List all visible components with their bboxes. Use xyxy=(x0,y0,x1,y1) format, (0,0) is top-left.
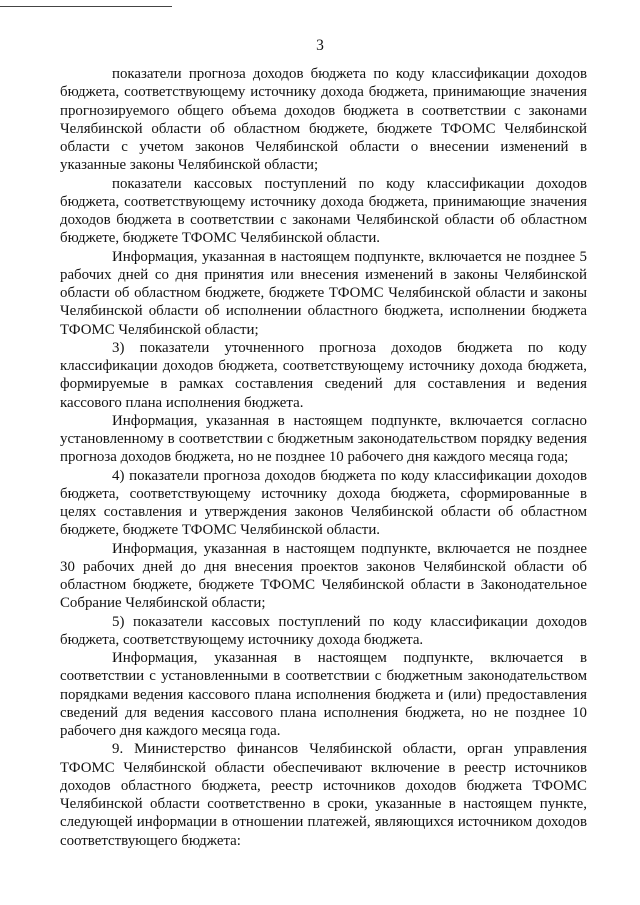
document-body xyxy=(60,65,587,850)
paragraph-1: показатели прогноза доходов бюджета по коду классификации доходов бюджета, соответствующему источнику дохода бюджета, принимающие значения прогнозируемого общего объема доходов бюджета в соответствии с законами Челябинской области об областном бюджете, бюджете ТФОМС Челябинской области с учетом законов Челябинской области о внесении изменений в указанные законы Челябинской области; xyxy=(60,66,587,174)
paragraph-6: 4) показатели прогноза доходов бюджета по коду классификации доходов бюджета, соответствующему источнику дохода бюджета, сформированные в целях составления и утверждения законов Челябинской области об областном бюджете, бюджете ТФОМС Челябинской области. xyxy=(60,467,587,539)
paragraph-7: Информация, указанная в настоящем подпункте, включается не позднее 30 рабочих дней до дня внесения проектов законов Челябинской области об областном бюджете, бюджете ТФОМС Челябинской области в Законодательное Собрание Челябинской области; xyxy=(60,540,587,612)
paragraph-9: Информация, указанная в настоящем подпункте, включается в соответствии с установленными в соответствии с бюджетным законодательством порядками ведения кассового плана исполнения бюджета и (или) предоставления сведений для ведения кассового плана исполнения бюджета, но не позднее 10 рабочего дня каждого месяца года. xyxy=(60,650,587,739)
page-number: 3 xyxy=(316,37,324,54)
paragraph-3: Информация, указанная в настоящем подпункте, включается не позднее 5 рабочих дней со дня принятия или внесения изменений в законы Челябинской области об областном бюджете, бюджете ТФОМС Челябинской области и законы Челябинской области об исполнении областного бюджета, исполнении бюджета ТФОМС Челябинской области; xyxy=(60,248,587,338)
header-rule xyxy=(0,6,172,7)
paragraph-4: 3) показатели уточненного прогноза доходов бюджета по коду классификации доходов бюджета, соответствующему источнику дохода бюджета, формируемые в рамках составления сведений для составления и ведения кассового плана исполнения бюджета. xyxy=(60,339,587,411)
paragraph-5: Информация, указанная в настоящем подпункте, включается согласно установленному в соответствии с бюджетным законодательством порядку ведения прогноза доходов бюджета, но не позднее 10 рабочего дня каждого месяца года; xyxy=(60,412,587,466)
paragraph-2: показатели кассовых поступлений по коду классификации доходов бюджета, соответствующему источнику дохода бюджета, принимающие значения доходов бюджета в соответствии с законами Челябинской области об областном бюджете, бюджете ТФОМС Челябинской области. xyxy=(60,175,587,247)
paragraph-10: 9. Министерство финансов Челябинской области, орган управления ТФОМС Челябинской области обеспечивают включение в реестр источников доходов областного бюджета, реестр источников доходов бюджета ТФОМС Челябинской области соответственно в сроки, указанные в настоящем пункте, следующей информации в отношении платежей, являющихся источником доходов соответствующего бюджета: xyxy=(60,741,587,849)
paragraph-8: 5) показатели кассовых поступлений по коду классификации доходов бюджета, соответствующему источнику дохода бюджета. xyxy=(60,613,587,648)
